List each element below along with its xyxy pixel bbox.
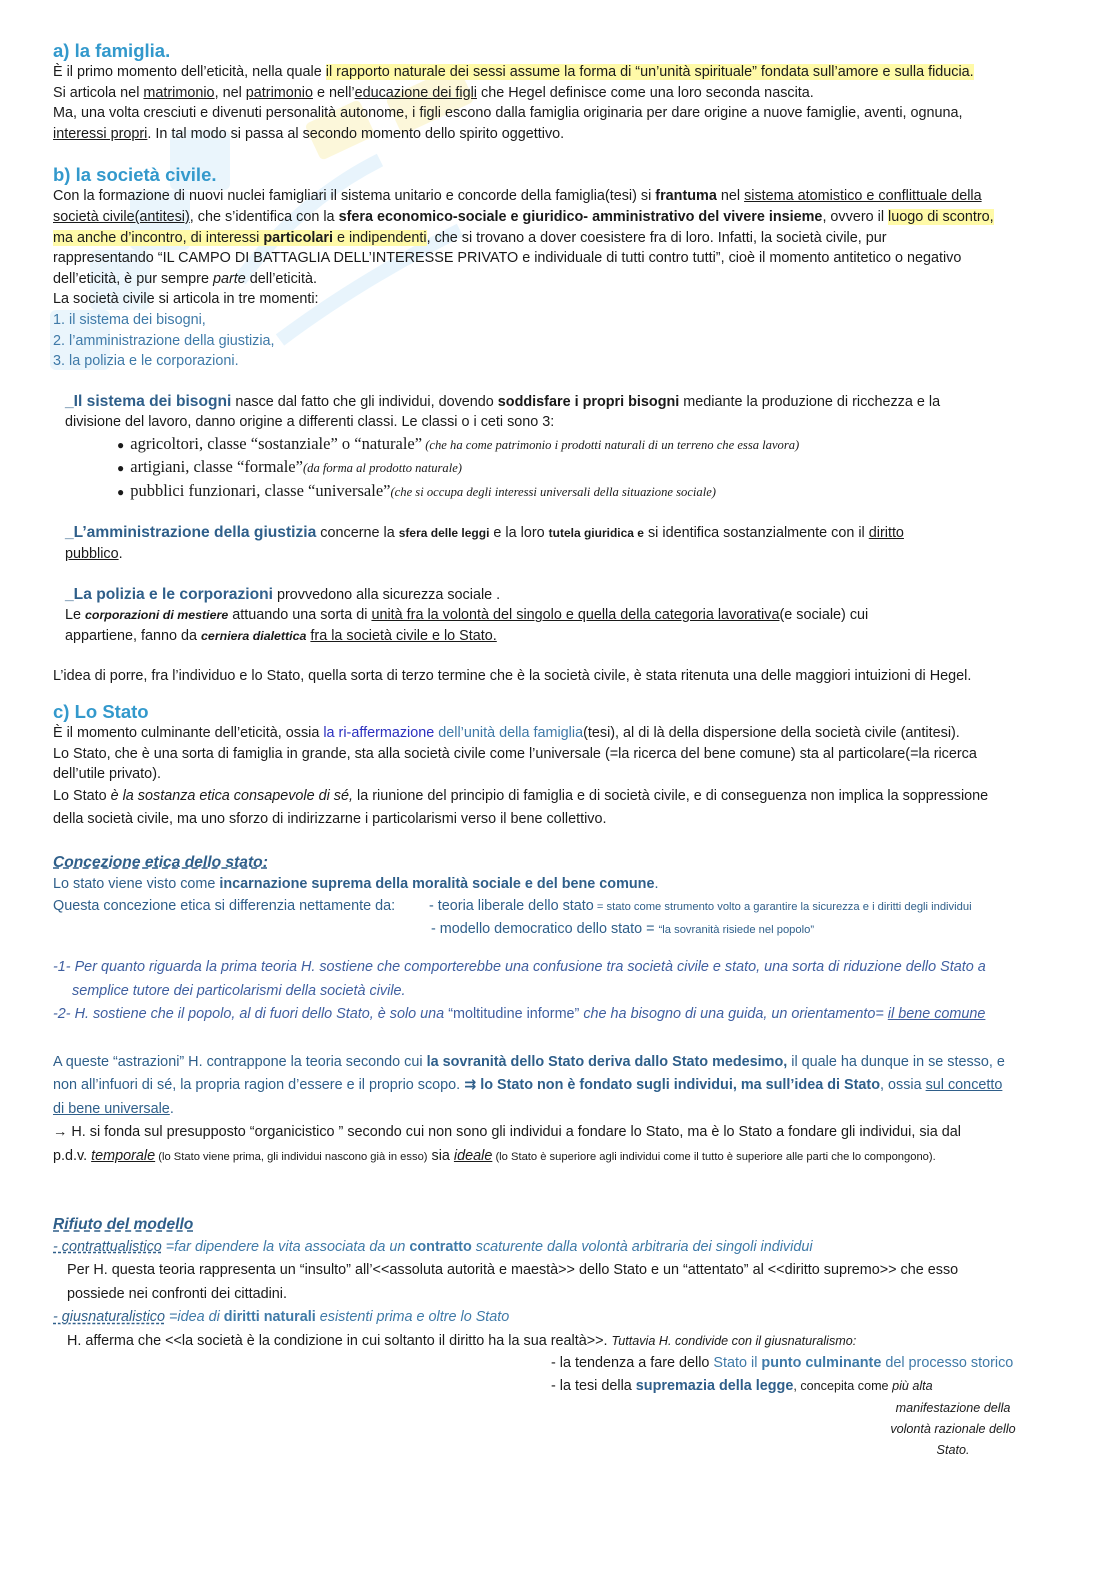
stato-paragraph-2: Lo Stato, che è una sorta di famiglia in grande, sta alla società civile come l’universale (=la ricerca del bene comune) sta al particolare(=la ricerca dell’utile privato).: [53, 745, 977, 783]
section-title-famiglia: a) la famiglia.: [53, 40, 171, 61]
classe-item: ● pubblici funzionari, classe “universale”(che si occupa degli interessi universali della situazione sociale): [117, 480, 716, 500]
astrazioni-paragraph: A queste “astrazioni” H. contrappone la teoria secondo cui la sovranità dello Stato deriva dallo Stato medesimo, il quale ha dunque in se stesso, e non all’infuori di sé, la propria ragion d’essere e il proprio scopo. ⇉ lo Stato non è fondato sugli individui, ma sull’idea di Stato, ossia sul concetto di bene universale.: [53, 1053, 1005, 1117]
societa-list-item-3: 3. la polizia e le corporazioni.: [53, 353, 239, 370]
rifiuto-title: Rifiuto del modello: [53, 1216, 194, 1234]
societa-paragraph-1: Con la formazione di nuovi nuclei famigliari il sistema unitario e concorde della famiglia(tesi) si frantuma nel sistema atomistico e conflittuale della società civile(antitesi), che s’identifica con la sfera economico-sociale e giuridico- amministrativo del vivere insieme, ovvero il luogo di scontro, ma anche d’incontro, di interessi particolari e indipendenti, che si trovano a dover coesistere fra di loro. Infatti, la società civile, pur rappresentando “IL CAMPO DI BATTAGLIA DELL’INTERESSE PRIVATO e individuale di tutti contro tutti”, cioè il momento antitetico o negativo dell’eticità, è pur sempre parte dell’eticità.: [53, 188, 994, 287]
astrazioni-block: [53, 1051, 1065, 1122]
giusnaturalismo-list: [53, 1353, 1065, 1458]
giustizia-title: _L’amministrazione della giustizia: [65, 524, 317, 542]
giustizia-paragraph: _L’amministrazione della giustizia concerne la sfera delle leggi e la loro tutela giuridica e si identifica sostanzialmente con il diritto pubblico.: [65, 524, 904, 562]
double-arrow-icon: ⇉: [464, 1077, 477, 1094]
option-liberale: - teoria liberale dello stato = stato come strumento volto a garantire la sicurezza e i diritti degli individui: [429, 898, 972, 915]
famiglia-paragraph-2: Si articola nel matrimonio, nel patrimonio e nell’educazione dei figli che Hegel definisce come una loro seconda nascita.: [53, 84, 814, 101]
polizia-title: _La polizia e le corporazioni: [65, 585, 273, 603]
famiglia-paragraph-1: È il primo momento dell’eticità, nella quale il rapporto naturale dei sessi assume la forma di “un’unità spirituale” fondata sull’amore e sulla fiducia.: [53, 64, 974, 80]
stato-paragraph-1: È il momento culminante dell’eticità, ossia la ri-affermazione dell’unità della famiglia(tesi), al di là della dispersione della società civile (antitesi).: [53, 724, 960, 741]
concezione-intro: Questa concezione etica si differenzia nettamente da:: [53, 898, 396, 915]
societa-paragraph-2: La società civile si articola in tre momenti:: [53, 291, 319, 308]
note-1: -1- Per quanto riguarda la prima teoria H. sostiene che comporterebbe una confusione tra società civile e stato, una sorta di riduzione dello Stato a semplice tutore dei particolarismi della società civile.: [53, 959, 986, 999]
polizia-paragraph: _La polizia e le corporazioni provvedono alla sicurezza sociale . Le corporazioni di mestiere attuando una sorta di unità fra la volontà del singolo e quella della categoria lavorativa(e sociale) cui appartiene, fanno da cerniera dialettica fra la società civile e lo Stato.: [65, 585, 869, 644]
classi-list: [65, 433, 1065, 504]
organicistico-paragraph: → H. si fonda sul presupposto “organicistico ” secondo cui non sono gli individui a fondare lo Stato, ma è lo Stato a fondare gli individui, sia dal p.d.v. temporale (lo Stato viene prima, gli individui nascono già in esso) sia ideale (lo Stato è superiore agli individui come il tutto è superiore alle parti che lo compongono).: [53, 1124, 961, 1164]
giustizia-block: [53, 523, 1065, 564]
contrattualistico-paragraph: Per H. questa teoria rappresenta un “insulto” all’<<assoluta autorità e maestà>> dello Stato e un “attentato” al <<diritto supremo>> che esso possiede nei confronti dei cittadini.: [67, 1262, 959, 1302]
classe-item: ● agricoltori, classe “sostanziale” o “naturale” (che ha come patrimonio i prodotti naturali di un terreno che essa lavora): [117, 433, 800, 453]
bisogni-paragraph: _Il sistema dei bisogni nasce dal fatto che gli individui, dovendo soddisfare i propri bisogni mediante la produzione di ricchezza e la divisione del lavoro, danno origine a differenti classi. Le classi o i ceti sono 3:: [65, 392, 941, 431]
bisogni-block: [53, 392, 1065, 504]
giusnaturalistico-paragraph: H. afferma che <<la società è la condizione in cui soltanto il diritto ha la sua realtà>>. Tuttavia H. condivide con il giusnaturalismo:: [67, 1332, 857, 1349]
option-democratico: - modello democratico dello stato = “la sovranità risiede nel popolo”: [431, 921, 815, 938]
stato-paragraph-3: Lo Stato è la sostanza etica consapevole di sé, la riunione del principio di famiglia e di società civile, e di conseguenza non implica la soppressione della società civile, ma uno sforzo di indirizzarne i particolarismi verso il bene collettivo.: [53, 787, 989, 827]
classe-item: ● artigiani, classe “formale”(da forma al prodotto naturale): [117, 457, 463, 477]
giusnaturalismo-item-2: - la tesi della supremazia della legge, concepita come più alta: [551, 1378, 933, 1395]
concezione-notes: [53, 956, 1065, 1027]
giusnaturalismo-item-2-continued: manifestazione della volontà razionale dello Stato.: [890, 1401, 1016, 1458]
idea-paragraph: L’idea di porre, fra l’individuo e lo Stato, quella sorta di terzo termine che è la società civile, è stata ritenuta una delle maggiori intuizioni di Hegel.: [53, 668, 972, 685]
concezione-options: [53, 896, 1065, 942]
concezione-paragraph-1: Lo stato viene visto come incarnazione suprema della moralità sociale e del bene comune.: [53, 876, 659, 893]
societa-list-item-1: 1. il sistema dei bisogni,: [53, 311, 206, 328]
concezione-title: Concezione etica dello stato:: [53, 853, 268, 871]
famiglia-paragraph-3: Ma, una volta cresciuti e divenuti personalità autonome, i figli escono dalla famiglia originaria per dare origine a nuove famiglie, aventi, ognuna, interessi propri. In tal modo si passa al secondo momento dello spirito oggettivo.: [53, 105, 963, 142]
note-2: -2- H. sostiene che il popolo, al di fuori dello Stato, è solo una “moltitudine informe” che ha bisogno di una guida, un orientamento= il bene comune: [53, 1006, 986, 1023]
bisogni-title: _Il sistema dei bisogni: [65, 392, 232, 410]
section-title-societa: b) la società civile.: [53, 164, 217, 186]
polizia-block: [53, 585, 1065, 647]
contrattualistico-line: - contrattualistico =far dipendere la vita associata da un contratto scaturente dalla volontà arbitraria dei singoli individui: [53, 1238, 813, 1255]
societa-list-item-2: 2. l’amministrazione della giustizia,: [53, 332, 275, 349]
section-title-stato: c) Lo Stato: [53, 700, 149, 722]
giusnaturalismo-item-1: - la tendenza a fare dello Stato il punto culminante del processo storico: [551, 1355, 1014, 1372]
arrow-icon: →: [53, 1124, 68, 1141]
giusnaturalistico-line: - giusnaturalistico =idea di diritti naturali esistenti prima e oltre lo Stato: [53, 1309, 510, 1326]
